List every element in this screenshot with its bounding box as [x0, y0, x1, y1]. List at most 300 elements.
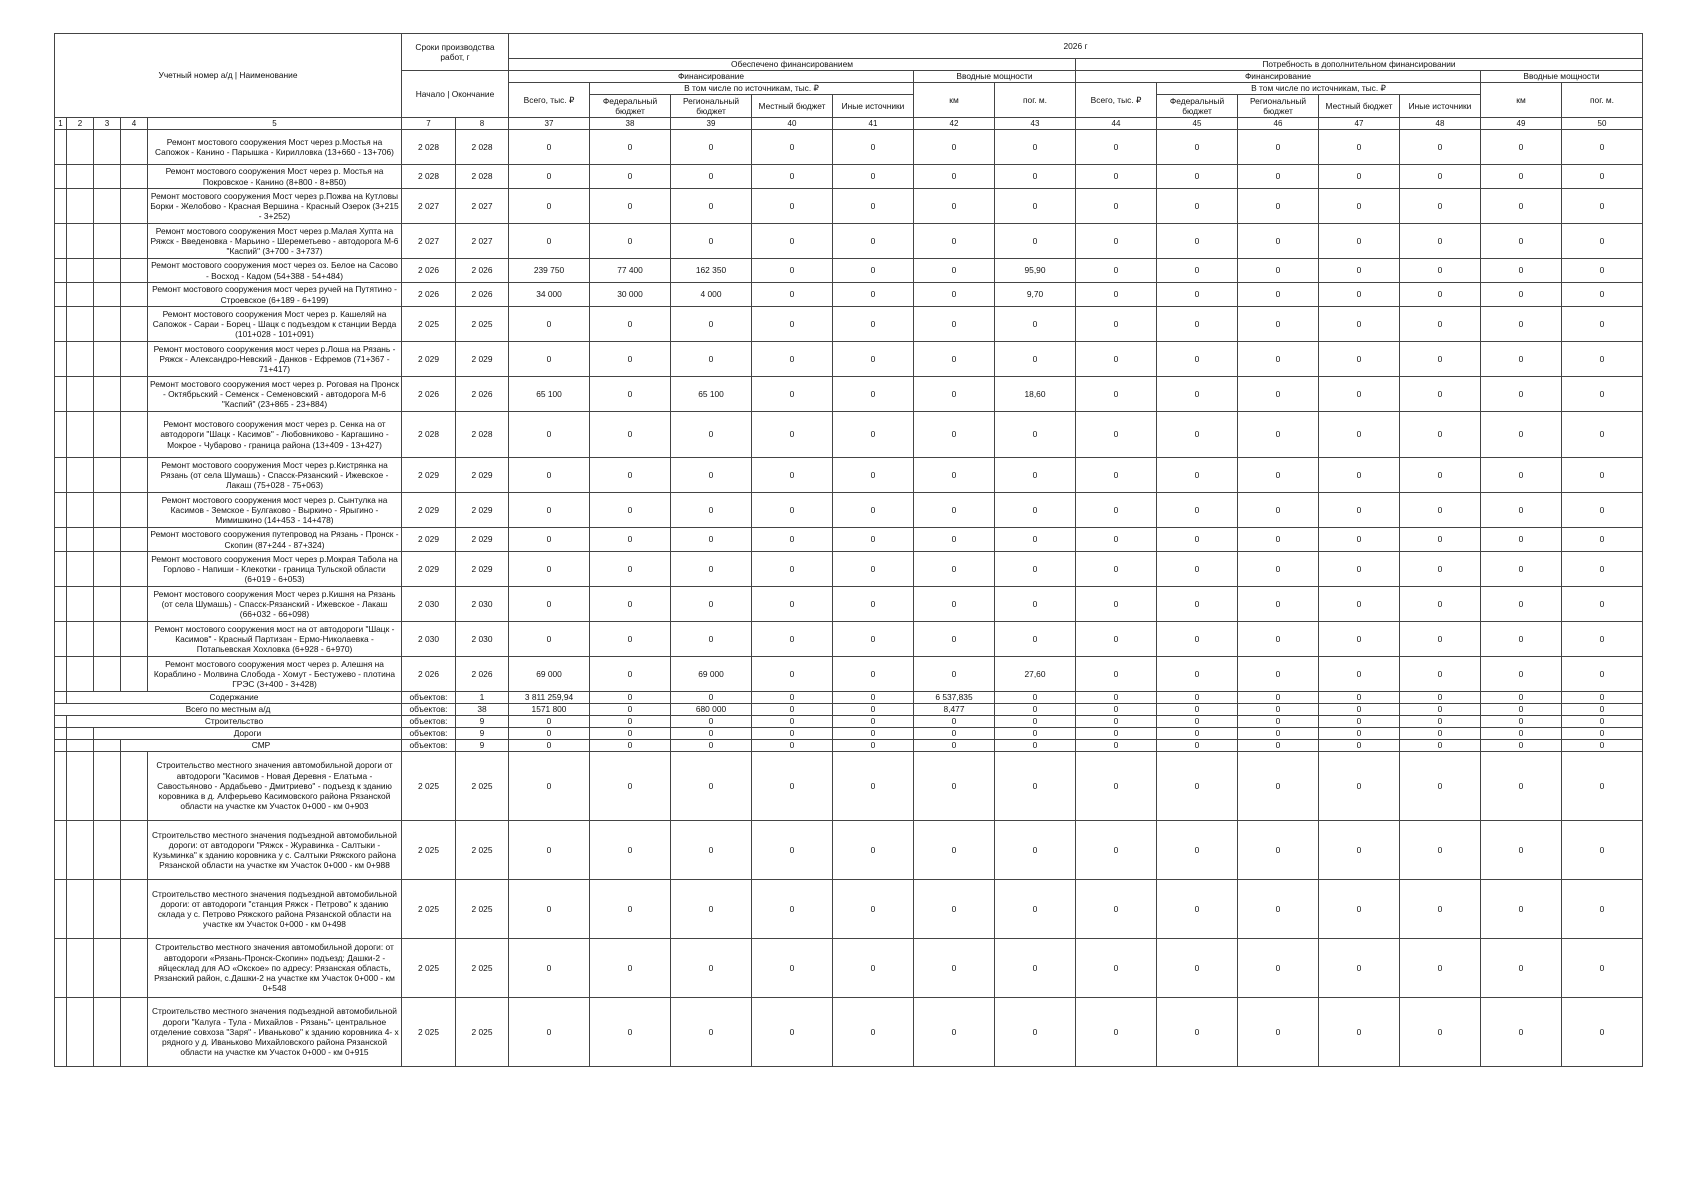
start-year-cell: 2 030	[402, 587, 456, 622]
value-cell: 0	[1562, 283, 1643, 307]
summary-value-cell: 0	[1400, 740, 1481, 752]
indent-cell	[67, 493, 94, 528]
end-year-cell: 2 025	[456, 752, 509, 821]
summary-value-cell: 0	[1319, 728, 1400, 740]
summary-value-cell: 0	[1319, 740, 1400, 752]
value-cell: 0	[1238, 821, 1319, 880]
start-year-cell: 2 030	[402, 622, 456, 657]
value-cell: 30 000	[590, 283, 671, 307]
indent-cell	[55, 259, 67, 283]
summary-value-cell: 1571 800	[509, 704, 590, 716]
start-year-cell: 2 025	[402, 307, 456, 342]
value-cell: 27,60	[995, 657, 1076, 692]
indent-cell	[67, 657, 94, 692]
end-year-cell: 2 025	[456, 821, 509, 880]
summary-value-cell: 0	[1238, 740, 1319, 752]
start-year-cell: 2 029	[402, 458, 456, 493]
summary-count: 9	[456, 740, 509, 752]
indent-cell	[67, 458, 94, 493]
value-cell: 0	[914, 657, 995, 692]
column-number: 4	[121, 118, 148, 130]
value-cell: 0	[1157, 528, 1238, 552]
summary-value-cell: 0	[509, 716, 590, 728]
summary-value-cell: 0	[1157, 692, 1238, 704]
end-year-cell: 2 029	[456, 493, 509, 528]
value-cell: 0	[1562, 189, 1643, 224]
value-cell: 0	[1562, 657, 1643, 692]
table-row	[55, 224, 1643, 259]
value-cell: 0	[995, 189, 1076, 224]
value-cell: 0	[509, 130, 590, 165]
column-number: 40	[752, 118, 833, 130]
value-cell: 0	[671, 493, 752, 528]
value-cell: 0	[995, 412, 1076, 458]
value-cell: 0	[914, 259, 995, 283]
indent-cell	[67, 224, 94, 259]
value-cell: 0	[1319, 377, 1400, 412]
table-row	[55, 165, 1643, 189]
table-row	[55, 189, 1643, 224]
value-cell: 0	[1238, 130, 1319, 165]
header-total-need: Всего, тыс. ₽	[1076, 83, 1157, 118]
value-cell: 0	[1481, 939, 1562, 998]
header-account-name: Учетный номер а/д | Наименование	[55, 34, 402, 118]
value-cell: 0	[1157, 552, 1238, 587]
value-cell: 0	[1157, 130, 1238, 165]
value-cell: 0	[1319, 657, 1400, 692]
summary-unit: объектов:	[402, 704, 456, 716]
indent-cell	[55, 939, 67, 998]
value-cell: 0	[1238, 587, 1319, 622]
indent-cell	[121, 880, 148, 939]
value-cell: 0	[509, 493, 590, 528]
value-cell: 0	[1562, 165, 1643, 189]
indent-cell	[94, 821, 121, 880]
indent-cell	[55, 307, 67, 342]
value-cell: 0	[1400, 552, 1481, 587]
indent-cell	[55, 821, 67, 880]
value-cell: 0	[833, 587, 914, 622]
value-cell: 0	[833, 189, 914, 224]
value-cell: 0	[1076, 752, 1157, 821]
value-cell: 0	[509, 412, 590, 458]
summary-value-cell: 680 000	[671, 704, 752, 716]
value-cell: 0	[833, 552, 914, 587]
object-name-cell: Ремонт мостового сооружения Мост через р.Кишня на Рязань (от села Шумашь) - Спасск-Рязанский - Ижевское - Лакаш (66+032 - 66+098)	[148, 587, 402, 622]
indent-cell	[55, 130, 67, 165]
indent-cell	[94, 528, 121, 552]
value-cell: 0	[1157, 587, 1238, 622]
summary-value-cell: 0	[590, 716, 671, 728]
value-cell: 0	[590, 377, 671, 412]
value-cell: 0	[1481, 283, 1562, 307]
summary-value-cell: 0	[833, 740, 914, 752]
indent-cell	[94, 342, 121, 377]
header-regional-need: Региональный бюджет	[1238, 95, 1319, 118]
start-year-cell: 2 025	[402, 821, 456, 880]
value-cell: 0	[752, 493, 833, 528]
value-cell: 95,90	[995, 259, 1076, 283]
value-cell: 0	[1319, 998, 1400, 1067]
value-cell: 0	[914, 528, 995, 552]
value-cell: 0	[1319, 458, 1400, 493]
value-cell: 0	[1481, 189, 1562, 224]
value-cell: 0	[671, 412, 752, 458]
column-number: 45	[1157, 118, 1238, 130]
value-cell: 0	[1157, 342, 1238, 377]
value-cell: 0	[671, 130, 752, 165]
object-name-cell: Ремонт мостового сооружения мост через оз. Белое на Сасово - Восход - Кадом (54+388 - 54+484)	[148, 259, 402, 283]
value-cell: 0	[1562, 528, 1643, 552]
indent-cell	[121, 130, 148, 165]
value-cell: 0	[1319, 587, 1400, 622]
table-row	[55, 657, 1643, 692]
value-cell: 0	[1481, 821, 1562, 880]
value-cell: 0	[1319, 224, 1400, 259]
value-cell: 0	[671, 528, 752, 552]
header-federal-need: Федеральный бюджет	[1157, 95, 1238, 118]
value-cell: 0	[1562, 130, 1643, 165]
value-cell: 0	[833, 259, 914, 283]
summary-value-cell: 0	[995, 740, 1076, 752]
header-need: Потребность в дополнительном финансировании	[1076, 59, 1643, 71]
value-cell: 0	[752, 752, 833, 821]
column-number: 47	[1319, 118, 1400, 130]
object-name-cell: Ремонт мостового сооружения Мост через р.Кистрянка на Рязань (от села Шумашь) - Спасск-Рязанский - Ижевское - Лакаш (75+028 - 75+063)	[148, 458, 402, 493]
object-name-cell: Ремонт мостового сооружения Мост через р.Мостья на Сапожок - Канино - Парышка - Кирилловка (13+660 - 13+706)	[148, 130, 402, 165]
value-cell: 65 100	[509, 377, 590, 412]
value-cell: 0	[1238, 998, 1319, 1067]
value-cell: 0	[914, 224, 995, 259]
value-cell: 0	[1076, 528, 1157, 552]
value-cell: 0	[1157, 752, 1238, 821]
value-cell: 0	[995, 552, 1076, 587]
value-cell: 0	[509, 939, 590, 998]
value-cell: 0	[1319, 528, 1400, 552]
start-year-cell: 2 028	[402, 412, 456, 458]
value-cell: 0	[1076, 821, 1157, 880]
column-number: 37	[509, 118, 590, 130]
value-cell: 0	[1076, 189, 1157, 224]
table-row	[55, 283, 1643, 307]
value-cell: 0	[914, 377, 995, 412]
value-cell: 0	[671, 821, 752, 880]
table-row	[55, 821, 1643, 880]
indent-cell	[55, 342, 67, 377]
value-cell: 0	[833, 528, 914, 552]
column-number: 49	[1481, 118, 1562, 130]
object-name-cell: Ремонт мостового сооружения мост через р.Лоша на Рязань - Ряжск - Александро-Невский - Данков - Ефремов (71+367 - 71+417)	[148, 342, 402, 377]
value-cell: 0	[1562, 880, 1643, 939]
value-cell: 0	[995, 939, 1076, 998]
summary-value-cell: 0	[1076, 716, 1157, 728]
indent-cell	[67, 998, 94, 1067]
header-by-source-provided: В том числе по источникам, тыс. ₽	[590, 83, 914, 95]
summary-value-cell: 0	[1562, 716, 1643, 728]
indent-cell	[55, 283, 67, 307]
value-cell: 65 100	[671, 377, 752, 412]
value-cell: 0	[509, 998, 590, 1067]
value-cell: 0	[914, 587, 995, 622]
summary-value-cell: 0	[1238, 692, 1319, 704]
value-cell: 0	[1157, 307, 1238, 342]
column-number: 5	[148, 118, 402, 130]
value-cell: 0	[752, 224, 833, 259]
value-cell: 0	[1076, 552, 1157, 587]
object-name-cell: Ремонт мостового сооружения Мост через р.Пожва на Кутловы Борки - Желобово - Красная Вершина - Красный Озерок (3+215 - 3+252)	[148, 189, 402, 224]
column-number: 7	[402, 118, 456, 130]
value-cell: 0	[914, 189, 995, 224]
indent-cell	[55, 880, 67, 939]
value-cell: 0	[1481, 342, 1562, 377]
summary-value-cell: 0	[914, 740, 995, 752]
value-cell: 0	[1400, 998, 1481, 1067]
column-number: 46	[1238, 118, 1319, 130]
value-cell: 0	[1319, 622, 1400, 657]
summary-count: 9	[456, 728, 509, 740]
indent-cell	[121, 259, 148, 283]
value-cell: 0	[833, 458, 914, 493]
summary-value-cell: 0	[1400, 728, 1481, 740]
indent-cell	[55, 528, 67, 552]
summary-value-cell: 0	[509, 740, 590, 752]
indent-cell	[94, 377, 121, 412]
value-cell: 0	[995, 622, 1076, 657]
value-cell: 0	[1481, 259, 1562, 283]
value-cell: 0	[752, 458, 833, 493]
indent-cell	[94, 939, 121, 998]
financing-table	[54, 33, 1643, 1067]
indent-cell	[121, 458, 148, 493]
indent-cell	[94, 283, 121, 307]
indent-cell	[67, 880, 94, 939]
value-cell: 0	[1400, 622, 1481, 657]
summary-value-cell: 0	[914, 728, 995, 740]
value-cell: 0	[671, 189, 752, 224]
header-financing-provided: Финансирование	[509, 71, 914, 83]
summary-value-cell: 0	[1157, 728, 1238, 740]
value-cell: 0	[1238, 622, 1319, 657]
summary-value-cell: 0	[752, 740, 833, 752]
table-row	[55, 587, 1643, 622]
column-number: 3	[94, 118, 121, 130]
value-cell: 0	[590, 622, 671, 657]
indent-cell	[55, 740, 67, 752]
value-cell: 0	[509, 880, 590, 939]
value-cell: 0	[1319, 880, 1400, 939]
indent-cell	[67, 283, 94, 307]
value-cell: 0	[833, 821, 914, 880]
start-year-cell: 2 027	[402, 224, 456, 259]
value-cell: 0	[590, 307, 671, 342]
start-year-cell: 2 025	[402, 998, 456, 1067]
value-cell: 0	[1481, 493, 1562, 528]
value-cell: 0	[590, 412, 671, 458]
value-cell: 0	[1562, 821, 1643, 880]
value-cell: 0	[509, 307, 590, 342]
value-cell: 0	[752, 307, 833, 342]
indent-cell	[121, 165, 148, 189]
value-cell: 0	[1238, 552, 1319, 587]
value-cell: 0	[1076, 998, 1157, 1067]
value-cell: 0	[914, 130, 995, 165]
indent-cell	[55, 165, 67, 189]
value-cell: 0	[1481, 752, 1562, 821]
summary-value-cell: 0	[1400, 716, 1481, 728]
indent-cell	[121, 752, 148, 821]
value-cell: 0	[590, 998, 671, 1067]
value-cell: 0	[1400, 939, 1481, 998]
indent-cell	[67, 342, 94, 377]
table-row	[55, 998, 1643, 1067]
summary-value-cell: 0	[1481, 740, 1562, 752]
summary-row	[55, 716, 1643, 728]
start-year-cell: 2 029	[402, 552, 456, 587]
value-cell: 0	[1238, 307, 1319, 342]
summary-value-cell: 6 537,835	[914, 692, 995, 704]
indent-cell	[121, 189, 148, 224]
indent-cell	[55, 587, 67, 622]
value-cell: 0	[1400, 130, 1481, 165]
indent-cell	[121, 587, 148, 622]
indent-cell	[94, 880, 121, 939]
value-cell: 0	[752, 342, 833, 377]
column-number: 44	[1076, 118, 1157, 130]
end-year-cell: 2 025	[456, 939, 509, 998]
value-cell: 0	[1157, 821, 1238, 880]
object-name-cell: Строительство местного значения подъездной автомобильной дороги: от автодороги "станция Ряжск - Петрово" к зданию склада у с. Петрово Ряжского района Рязанской области на участке км Участок 0+000 - км 0+498	[148, 880, 402, 939]
indent-cell	[55, 189, 67, 224]
header-local-provided: Местный бюджет	[752, 95, 833, 118]
object-name-cell: Ремонт мостового сооружения мост через р. Алешня на Кораблино - Молвина Слобода - Хомут - Бестужево - плотина ГРЭС (3+400 - 3+428)	[148, 657, 402, 692]
summary-value-cell: 0	[833, 716, 914, 728]
value-cell: 239 750	[509, 259, 590, 283]
indent-cell	[67, 622, 94, 657]
value-cell: 0	[833, 657, 914, 692]
value-cell: 0	[1238, 752, 1319, 821]
table-row	[55, 528, 1643, 552]
value-cell: 0	[1076, 493, 1157, 528]
value-cell: 0	[914, 752, 995, 821]
table-row	[55, 622, 1643, 657]
column-number: 50	[1562, 118, 1643, 130]
indent-cell	[94, 307, 121, 342]
start-year-cell: 2 026	[402, 259, 456, 283]
indent-cell	[67, 165, 94, 189]
value-cell: 0	[671, 165, 752, 189]
value-cell: 0	[1238, 189, 1319, 224]
value-cell: 0	[509, 752, 590, 821]
value-cell: 0	[995, 880, 1076, 939]
value-cell: 0	[752, 880, 833, 939]
summary-unit: объектов:	[402, 740, 456, 752]
indent-cell	[94, 552, 121, 587]
value-cell: 0	[1319, 821, 1400, 880]
value-cell: 0	[1481, 528, 1562, 552]
value-cell: 0	[995, 821, 1076, 880]
indent-cell	[94, 165, 121, 189]
summary-value-cell: 0	[1481, 692, 1562, 704]
summary-value-cell: 0	[1562, 728, 1643, 740]
value-cell: 0	[1562, 412, 1643, 458]
header-financing-need: Финансирование	[1076, 71, 1481, 83]
header-pogm-need: пог. м.	[1562, 83, 1643, 118]
summary-value-cell: 0	[1076, 740, 1157, 752]
value-cell: 0	[1076, 283, 1157, 307]
value-cell: 0	[995, 493, 1076, 528]
value-cell: 0	[1238, 412, 1319, 458]
summary-value-cell: 0	[914, 716, 995, 728]
value-cell: 0	[995, 752, 1076, 821]
value-cell: 0	[590, 939, 671, 998]
end-year-cell: 2 029	[456, 458, 509, 493]
end-year-cell: 2 027	[456, 224, 509, 259]
value-cell: 0	[509, 458, 590, 493]
value-cell: 0	[1400, 412, 1481, 458]
value-cell: 0	[1562, 752, 1643, 821]
value-cell: 0	[1562, 939, 1643, 998]
value-cell: 0	[1481, 130, 1562, 165]
indent-cell	[55, 752, 67, 821]
indent-cell	[121, 622, 148, 657]
summary-value-cell: 0	[1076, 704, 1157, 716]
summary-value-cell: 0	[752, 728, 833, 740]
end-year-cell: 2 026	[456, 283, 509, 307]
summary-value-cell: 0	[752, 716, 833, 728]
indent-cell	[55, 728, 67, 740]
header-other-need: Иные источники	[1400, 95, 1481, 118]
value-cell: 0	[995, 224, 1076, 259]
table-row	[55, 880, 1643, 939]
value-cell: 0	[1238, 377, 1319, 412]
value-cell: 0	[1400, 752, 1481, 821]
value-cell: 0	[1238, 939, 1319, 998]
value-cell: 0	[833, 939, 914, 998]
indent-cell	[121, 821, 148, 880]
value-cell: 0	[509, 552, 590, 587]
value-cell: 0	[590, 821, 671, 880]
summary-value-cell: 0	[590, 692, 671, 704]
value-cell: 0	[1400, 224, 1481, 259]
indent-cell	[121, 307, 148, 342]
end-year-cell: 2 030	[456, 587, 509, 622]
summary-value-cell: 0	[590, 728, 671, 740]
indent-cell	[121, 412, 148, 458]
table-row	[55, 130, 1643, 165]
value-cell: 0	[833, 130, 914, 165]
value-cell: 0	[1238, 880, 1319, 939]
indent-cell	[121, 493, 148, 528]
value-cell: 0	[1562, 307, 1643, 342]
indent-cell	[121, 283, 148, 307]
column-number: 1	[55, 118, 67, 130]
value-cell: 0	[1400, 283, 1481, 307]
value-cell: 0	[1400, 880, 1481, 939]
indent-cell	[67, 412, 94, 458]
value-cell: 0	[509, 224, 590, 259]
summary-label: СМР	[121, 740, 402, 752]
indent-cell	[67, 939, 94, 998]
value-cell: 0	[590, 528, 671, 552]
value-cell: 0	[1157, 224, 1238, 259]
value-cell: 0	[1562, 259, 1643, 283]
indent-cell	[67, 189, 94, 224]
summary-value-cell: 0	[509, 728, 590, 740]
indent-cell	[94, 189, 121, 224]
value-cell: 0	[1157, 165, 1238, 189]
indent-cell	[94, 130, 121, 165]
column-number: 43	[995, 118, 1076, 130]
